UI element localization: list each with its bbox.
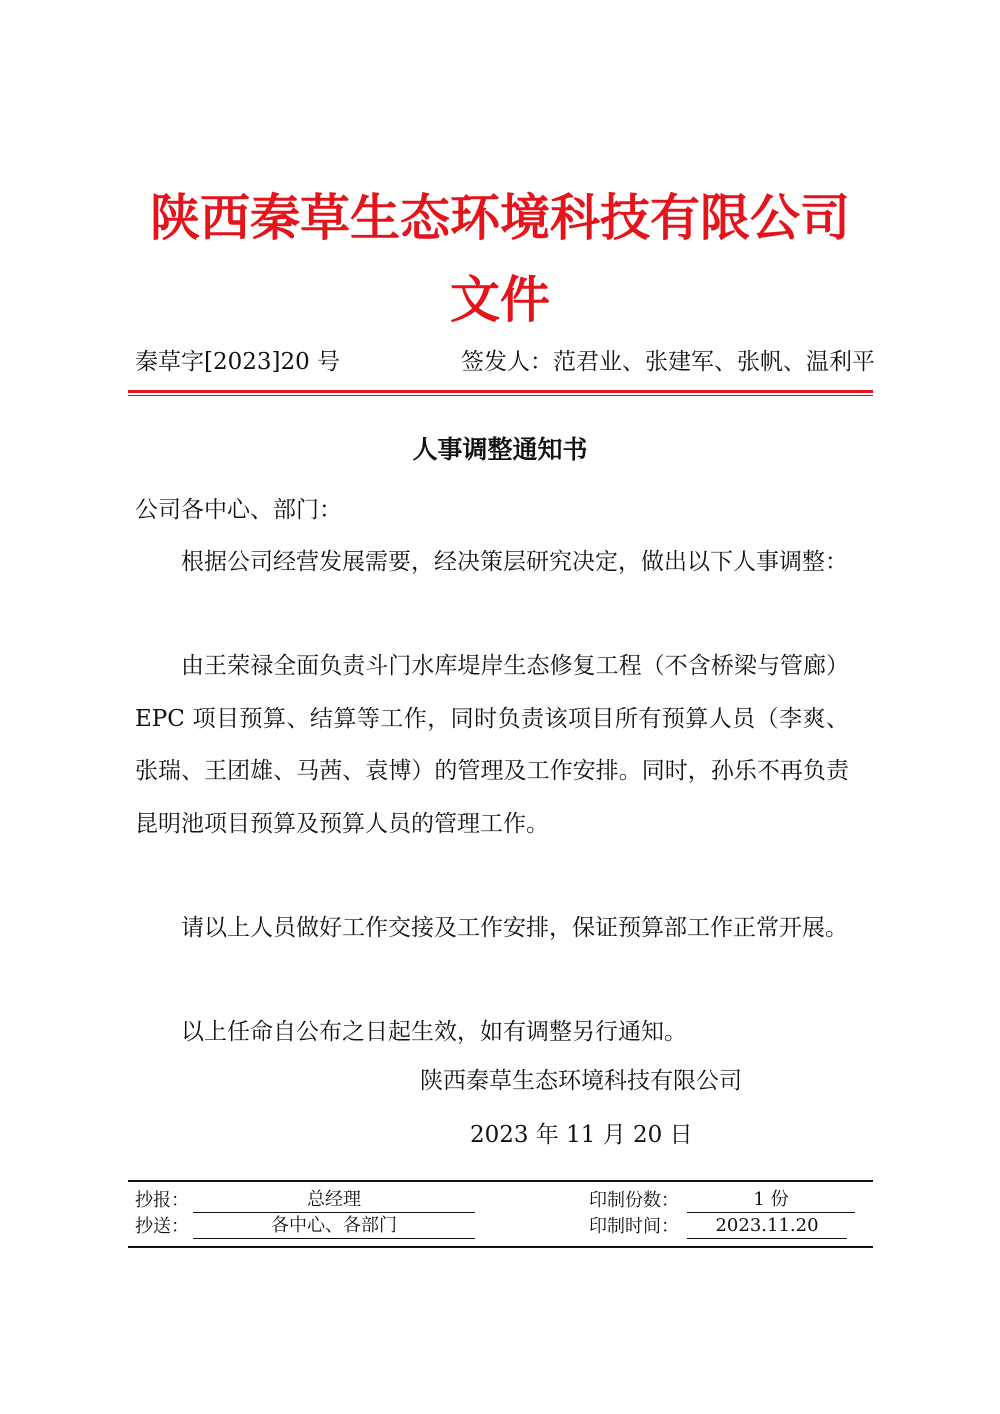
- body-paragraph: 请以上人员做好工作交接及工作安排，保证预算部工作正常开展。: [181, 915, 848, 941]
- body-paragraph: 以上任命自公布之日起生效，如有调整另行通知。: [181, 1019, 687, 1045]
- signature-organization: 陕西秦草生态环境科技有限公司: [420, 1068, 742, 1094]
- cc-send-label: 抄送：: [135, 1216, 189, 1237]
- print-time-value: 2023.11.20: [687, 1214, 847, 1239]
- salutation: 公司各中心、部门：: [135, 497, 342, 523]
- cc-send-value: 各中心、各部门: [193, 1214, 475, 1239]
- issuer-line: 签发人：范君业、张建军、张帆、温利平: [461, 349, 875, 375]
- body-paragraph: 由王荣禄全面负责斗门水库堤岸生态修复工程（不含桥梁与管廊）EPC 项目预算、结算等工作，同时负责该项目所有预算人员（李爽、张瑞、王团雄、马茜、袁博）的管理及工作安排。同时，孙乐不再负责昆明池项目预算及预算人员的管理工作。: [135, 653, 849, 837]
- copies-label: 印制份数：: [589, 1190, 679, 1211]
- document-number: 秦草字[2023]20 号: [135, 349, 341, 375]
- red-divider-thick: [128, 390, 873, 393]
- copies-value: 1 份: [687, 1188, 855, 1213]
- footer-row: [135, 1214, 875, 1240]
- footer-top-rule: [128, 1180, 873, 1182]
- document-meta-row: [135, 345, 875, 379]
- org-title: 陕西秦草生态环境科技有限公司: [150, 188, 850, 247]
- cc-report-label: 抄报：: [135, 1190, 189, 1211]
- print-time-label: 印制时间：: [589, 1216, 679, 1237]
- document-type-title: 文件: [450, 270, 550, 329]
- cc-report-value: 总经理: [193, 1188, 475, 1213]
- footer-row: [135, 1188, 875, 1214]
- notice-title: 人事调整通知书: [412, 435, 588, 464]
- footer-bottom-rule: [128, 1246, 873, 1248]
- signature-date: 2023 年 11 月 20 日: [470, 1122, 693, 1148]
- body-paragraph: 根据公司经营发展需要，经决策层研究决定，做出以下人事调整：: [181, 549, 848, 575]
- red-divider-thin: [128, 395, 873, 396]
